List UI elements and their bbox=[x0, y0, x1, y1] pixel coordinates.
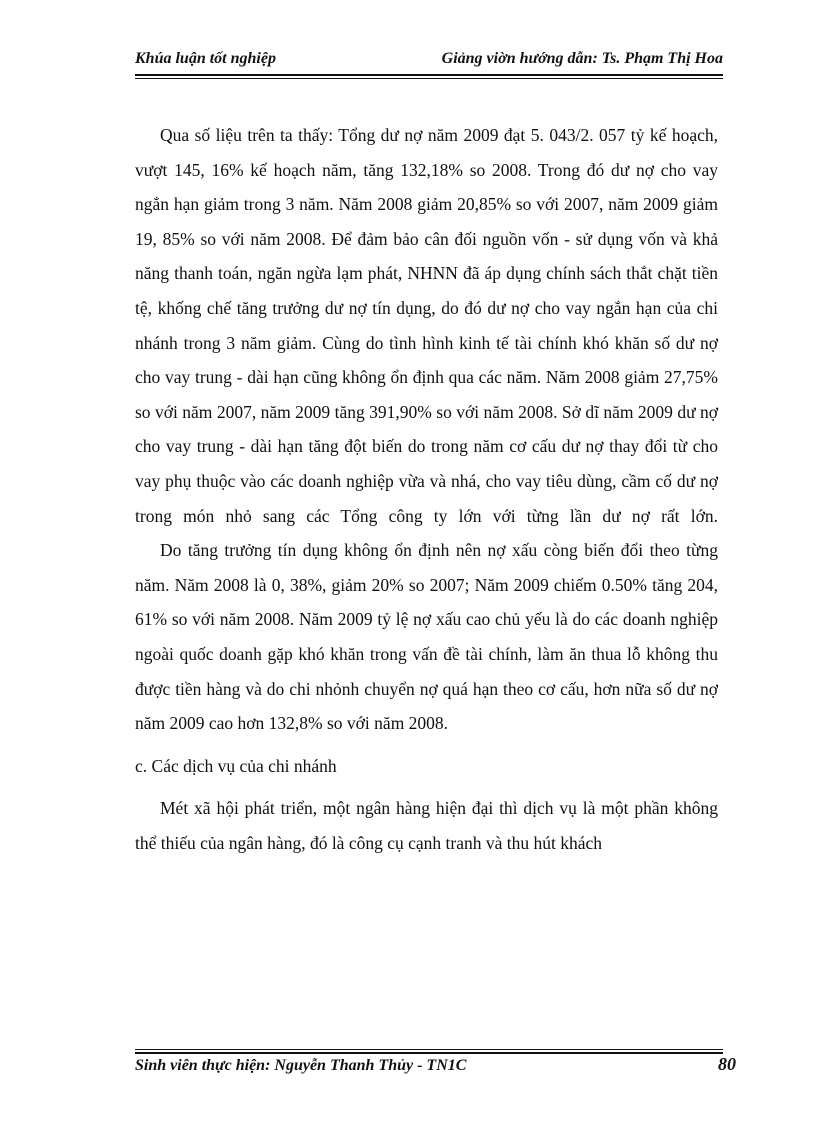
page-number: 80 bbox=[718, 1054, 736, 1074]
footer-rule-thick bbox=[135, 1052, 723, 1054]
header-rule-thick bbox=[135, 74, 723, 76]
paragraph-bad-debt: Do tăng trưởng tín dụng không ổn định nên nợ xấu còng biến đổi theo từng năm. Năm 2008 là 0, 38%, giảm 20% so 2007; Năm 2009 chiếm 0.50% tăng 204, 61% so với năm 2008. Năm 2009 tỷ lệ nợ xấu cao chủ yếu là do các doanh nghiệp ngoài quốc doanh gặp khó khăn trong vấn đề tài chính, làm ăn thua lỗ không thu được tiền hàng và do chi nhỏnh chuyển nợ quá hạn theo cơ cấu, hơn nữa số dư nợ năm 2009 cao hơn 132,8% so với năm 2008. bbox=[135, 540, 718, 734]
page-header bbox=[135, 46, 723, 74]
header-supervisor: Giảng viờn hướng dẫn: Ts. Phạm Thị Hoa bbox=[441, 50, 723, 67]
footer-rule-thin bbox=[135, 1049, 723, 1050]
paragraph-services-intro: Mét xã hội phát triển, một ngân hàng hiện đại thì dịch vụ là một phần không thể thiếu của ngân hàng, đó là công cụ cạnh tranh và thu hút khách bbox=[135, 798, 718, 853]
document-body bbox=[135, 118, 718, 860]
header-thesis-title: Khúa luận tốt nghiệp bbox=[135, 50, 276, 67]
header-rule-thin bbox=[135, 78, 723, 79]
paragraph-credit-balance: Qua số liệu trên ta thấy: Tổng dư nợ năm 2009 đạt 5. 043/2. 057 tỷ kế hoạch, vượt 145, 16% kế hoạch năm, tăng 132,18% so 2008. Trong đó dư nợ cho vay ngắn hạn giảm trong 3 năm. Năm 2008 giảm 20,85% so với 2007, năm 2009 giảm 19, 85% so với năm 2008. Để đảm bảo cân đối nguồn vốn - sử dụng vốn và khả năng thanh toán, ngăn ngừa lạm phát, NHNN đã áp dụng chính sách thắt chặt tiền tệ, khống chế tăng trưởng dư nợ tín dụng, do đó dư nợ cho vay ngắn hạn của chi nhánh trong 3 năm giảm. Cùng do tình hình kinh tế tài chính khó khăn số dư nợ cho vay trung - dài hạn cũng không ổn định qua các năm. Năm 2008 giảm 27,75% so với năm 2007, năm 2009 tăng 391,90% so với năm 2008. Sở dĩ năm 2009 dư nợ cho vay trung - dài hạn tăng đột biến do trong năm cơ cấu dư nợ thay đổi từ cho vay phụ thuộc vào các doanh nghiệp vừa và nhá, cho vay tiêu dùng, cầm cố dư nợ trong món nhỏ sang các Tổng công ty lớn với từng lần dư nợ rất lớn. bbox=[135, 125, 718, 526]
section-heading-services: c. Các dịch vụ của chi nhánh bbox=[135, 755, 337, 776]
footer-student: Sinh viên thực hiện: Nguyễn Thanh Thủy - TN1C bbox=[135, 1057, 467, 1074]
